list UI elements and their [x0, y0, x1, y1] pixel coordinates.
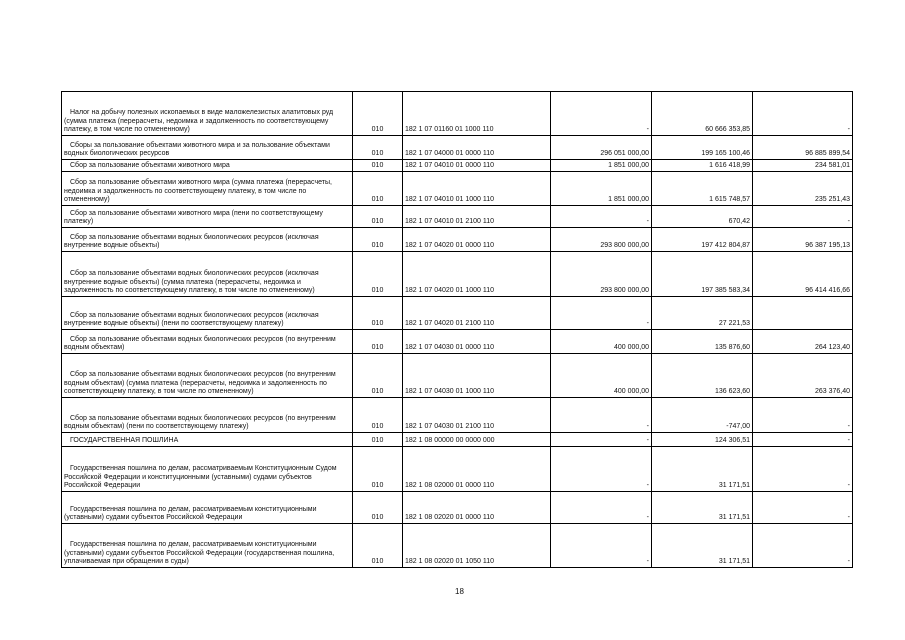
line-code-cell [353, 354, 403, 398]
line-code-text: 010 [371, 195, 384, 203]
income-name-cell [62, 330, 353, 354]
unexecuted-cell [753, 433, 853, 447]
income-name-text: Сбор за пользование объектами животного мира (пени по соответствующему платежу) [64, 209, 323, 225]
line-code-text: 010 [371, 241, 384, 249]
budget-code-text: 182 1 08 02000 01 0000 110 [405, 481, 495, 489]
executed-text: 31 171,51 [718, 557, 750, 565]
table-row [62, 398, 853, 433]
line-code-cell [353, 492, 403, 524]
approved-plan-cell [551, 228, 652, 252]
line-code-text: 010 [371, 343, 384, 351]
table-row [62, 136, 853, 160]
budget-code-cell [403, 524, 551, 568]
table-row [62, 172, 853, 206]
income-name-text: Сбор за пользование объектами водных биологических ресурсов (по внутренним водным объектам) [64, 335, 336, 351]
executed-text: 27 221,53 [718, 319, 750, 327]
unexecuted-cell [753, 160, 853, 172]
executed-cell [652, 92, 753, 136]
budget-code-text: 182 1 07 04010 01 2100 110 [405, 217, 495, 225]
budget-code-cell [403, 447, 551, 492]
line-code-text: 010 [371, 217, 384, 225]
approved-plan-cell [551, 160, 652, 172]
budget-code-cell [403, 252, 551, 297]
table-row [62, 354, 853, 398]
budget-code-text: 182 1 07 01160 01 1000 110 [405, 125, 494, 133]
executed-cell [652, 524, 753, 568]
income-name-cell [62, 252, 353, 297]
table-row [62, 433, 853, 447]
executed-text: 136 623,60 [714, 387, 750, 395]
budget-code-cell [403, 492, 551, 524]
income-name-cell [62, 524, 353, 568]
line-code-text: 010 [371, 319, 384, 327]
unexecuted-cell [753, 297, 853, 330]
income-name-cell [62, 172, 353, 206]
approved-plan-text: - [646, 481, 649, 489]
unexecuted-cell [753, 136, 853, 160]
revenue-table [61, 91, 853, 568]
budget-code-cell [403, 136, 551, 160]
unexecuted-text: - [847, 125, 850, 133]
approved-plan-cell [551, 136, 652, 160]
line-code-cell [353, 228, 403, 252]
executed-text: -747,00 [726, 422, 750, 430]
executed-cell [652, 172, 753, 206]
approved-plan-text: 1 851 000,00 [608, 161, 649, 169]
executed-text: 124 306,51 [714, 436, 750, 444]
income-name-text: Сбор за пользование объектами животного мира (сумма платежа (перерасчеты, недоимка и задолженность по соответствующему платежу, в том числе по отмененному) [64, 179, 332, 203]
income-name-text: Сбор за пользование объектами водных биологических ресурсов (исключая внутренние водные объекты) (сумма платежа (перерасчеты, недоимка и задолженность по соответствующему платежу, в том числе по отмененному) [64, 270, 319, 294]
unexecuted-text: 263 376,40 [814, 387, 850, 395]
unexecuted-cell [753, 252, 853, 297]
income-name-cell [62, 160, 353, 172]
unexecuted-text: - [847, 557, 850, 565]
table-row [62, 492, 853, 524]
budget-code-text: 182 1 07 04020 01 0000 110 [405, 241, 495, 249]
line-code-cell [353, 136, 403, 160]
line-code-cell [353, 330, 403, 354]
unexecuted-text: - [847, 436, 850, 444]
approved-plan-cell [551, 492, 652, 524]
unexecuted-cell [753, 330, 853, 354]
budget-code-text: 182 1 07 04000 01 0000 110 [405, 149, 495, 157]
approved-plan-cell [551, 398, 652, 433]
executed-cell [652, 447, 753, 492]
approved-plan-cell [551, 330, 652, 354]
line-code-text: 010 [371, 513, 384, 521]
approved-plan-cell [551, 297, 652, 330]
income-name-cell [62, 206, 353, 228]
budget-code-cell [403, 92, 551, 136]
table-row [62, 92, 853, 136]
executed-cell [652, 160, 753, 172]
line-code-cell [353, 92, 403, 136]
table-row [62, 330, 853, 354]
approved-plan-text: 400 000,00 [613, 343, 649, 351]
approved-plan-cell [551, 92, 652, 136]
executed-cell [652, 398, 753, 433]
executed-cell [652, 354, 753, 398]
unexecuted-text: - [847, 422, 850, 430]
budget-code-cell [403, 433, 551, 447]
line-code-text: 010 [371, 387, 384, 395]
budget-code-cell [403, 354, 551, 398]
executed-cell [652, 228, 753, 252]
approved-plan-text: 1 851 000,00 [608, 195, 649, 203]
income-name-text: Сборы за пользование объектами животного мира и за пользование объектами водных биологических ресурсов [64, 141, 330, 157]
executed-text: 60 666 353,85 [705, 125, 750, 133]
table-row [62, 447, 853, 492]
line-code-cell [353, 206, 403, 228]
income-name-cell [62, 297, 353, 330]
unexecuted-cell [753, 228, 853, 252]
income-name-text: Сбор за пользование объектами водных биологических ресурсов (по внутренним водным объектам) (пени по соответствующему платежу) [64, 414, 336, 430]
table-row [62, 160, 853, 172]
line-code-cell [353, 524, 403, 568]
unexecuted-text: 96 414 416,66 [805, 286, 850, 294]
income-name-text: Сбор за пользование объектами животного мира [70, 161, 230, 169]
executed-text: 670,42 [728, 217, 750, 225]
budget-code-text: 182 1 08 02020 01 0000 110 [405, 513, 495, 521]
executed-cell [652, 206, 753, 228]
line-code-text: 010 [371, 161, 384, 169]
income-name-text: ГОСУДАРСТВЕННАЯ ПОШЛИНА [70, 436, 179, 444]
income-name-text: Государственная пошлина по делам, рассматриваемым конституционными (уставными) судами субъектов Российской Федерации [64, 505, 317, 521]
approved-plan-text: - [646, 557, 649, 565]
income-name-cell [62, 398, 353, 433]
line-code-cell [353, 252, 403, 297]
executed-text: 135 876,60 [714, 343, 750, 351]
executed-cell [652, 492, 753, 524]
unexecuted-cell [753, 398, 853, 433]
unexecuted-cell [753, 354, 853, 398]
table-row [62, 252, 853, 297]
budget-code-cell [403, 172, 551, 206]
line-code-text: 010 [371, 149, 384, 157]
budget-code-cell [403, 330, 551, 354]
executed-text: 197 385 583,34 [701, 286, 750, 294]
budget-code-text: 182 1 08 00000 00 0000 000 [405, 436, 495, 444]
income-name-cell [62, 354, 353, 398]
income-name-text: Налог на добычу полезных ископаемых в виде маложелезистых алатитовых руд (сумма платежа (перерасчеты, недоимка и задолженность по соответствующему платежу, в том числе по отмененному) [64, 109, 334, 133]
line-code-cell [353, 297, 403, 330]
income-name-text: Сбор за пользование объектами водных биологических ресурсов (исключая внутренние водные объекты) [64, 233, 319, 249]
approved-plan-cell [551, 524, 652, 568]
executed-text: 199 165 100,46 [701, 149, 750, 157]
unexecuted-text: - [847, 513, 850, 521]
budget-code-cell [403, 206, 551, 228]
table-row [62, 297, 853, 330]
executed-cell [652, 252, 753, 297]
unexecuted-text: - [847, 481, 850, 489]
executed-cell [652, 330, 753, 354]
table-row [62, 206, 853, 228]
income-name-cell [62, 228, 353, 252]
unexecuted-cell [753, 172, 853, 206]
unexecuted-text: 96 387 195,13 [805, 241, 850, 249]
executed-text: 1 615 748,57 [709, 195, 750, 203]
budget-code-cell [403, 297, 551, 330]
income-name-text: Государственная пошлина по делам, рассматриваемым конституционными (уставными) судами субъектов Российской Федерации (государственная пошлина, уплачиваемая при обращении в суды) [64, 541, 335, 565]
page-number: 18 [455, 587, 464, 596]
line-code-cell [353, 398, 403, 433]
line-code-cell [353, 172, 403, 206]
unexecuted-text: 264 123,40 [814, 343, 850, 351]
unexecuted-text: - [847, 217, 850, 225]
executed-cell [652, 136, 753, 160]
income-name-cell [62, 492, 353, 524]
approved-plan-text: - [646, 125, 649, 133]
approved-plan-text: - [646, 319, 649, 327]
line-code-text: 010 [371, 481, 384, 489]
approved-plan-cell [551, 447, 652, 492]
budget-code-text: 182 1 07 04010 01 1000 110 [405, 195, 495, 203]
approved-plan-text: 296 051 000,00 [600, 149, 649, 157]
income-name-cell [62, 447, 353, 492]
unexecuted-cell [753, 447, 853, 492]
budget-code-cell [403, 228, 551, 252]
line-code-text: 010 [371, 286, 384, 294]
line-code-text: 010 [371, 557, 384, 565]
approved-plan-text: - [646, 217, 649, 225]
line-code-text: 010 [371, 436, 384, 444]
budget-code-text: 182 1 07 04030 01 1000 110 [405, 387, 495, 395]
executed-text: 31 171,51 [718, 481, 750, 489]
approved-plan-cell [551, 172, 652, 206]
budget-code-text: 182 1 07 04010 01 0000 110 [405, 161, 495, 169]
budget-code-text: 182 1 07 04020 01 2100 110 [405, 319, 495, 327]
approved-plan-text: 293 800 000,00 [600, 286, 649, 294]
executed-text: 31 171,51 [718, 513, 750, 521]
budget-code-cell [403, 160, 551, 172]
income-name-text: Государственная пошлина по делам, рассматриваемым Конституционным Судом Российской Федерации и конституционными (уставными) судами субъектов Российской Федерации [64, 465, 337, 489]
budget-code-cell [403, 398, 551, 433]
income-name-text: Сбор за пользование объектами водных биологических ресурсов (по внутренним водным объектам) (сумма платежа (перерасчеты, недоимка и задолженность по соответствующему платежу, в том числе по отмененному) [64, 371, 336, 395]
income-name-cell [62, 433, 353, 447]
unexecuted-text: 235 251,43 [814, 195, 850, 203]
unexecuted-cell [753, 492, 853, 524]
line-code-cell [353, 447, 403, 492]
income-name-cell [62, 136, 353, 160]
approved-plan-text: 400 000,00 [613, 387, 649, 395]
budget-code-text: 182 1 08 02020 01 1050 110 [405, 557, 495, 565]
approved-plan-cell [551, 206, 652, 228]
table-row [62, 524, 853, 568]
line-code-cell [353, 160, 403, 172]
unexecuted-cell [753, 524, 853, 568]
unexecuted-text: 234 581,01 [814, 161, 850, 169]
table-row [62, 228, 853, 252]
executed-cell [652, 433, 753, 447]
approved-plan-text: 293 800 000,00 [600, 241, 649, 249]
budget-code-text: 182 1 07 04030 01 2100 110 [405, 422, 495, 430]
approved-plan-cell [551, 433, 652, 447]
executed-text: 197 412 804,87 [701, 241, 750, 249]
approved-plan-text: - [646, 436, 649, 444]
approved-plan-text: - [646, 513, 649, 521]
income-name-text: Сбор за пользование объектами водных биологических ресурсов (исключая внутренние водные объекты) (пени по соответствующему платежу) [64, 311, 319, 327]
line-code-text: 010 [371, 422, 384, 430]
unexecuted-cell [753, 92, 853, 136]
line-code-text: 010 [371, 125, 384, 133]
unexecuted-text: 96 885 899,54 [805, 149, 850, 157]
executed-cell [652, 297, 753, 330]
executed-text: 1 616 418,99 [709, 161, 750, 169]
income-name-cell [62, 92, 353, 136]
approved-plan-text: - [646, 422, 649, 430]
unexecuted-cell [753, 206, 853, 228]
approved-plan-cell [551, 252, 652, 297]
budget-code-text: 182 1 07 04020 01 1000 110 [405, 286, 495, 294]
approved-plan-cell [551, 354, 652, 398]
line-code-cell [353, 433, 403, 447]
budget-code-text: 182 1 07 04030 01 0000 110 [405, 343, 495, 351]
